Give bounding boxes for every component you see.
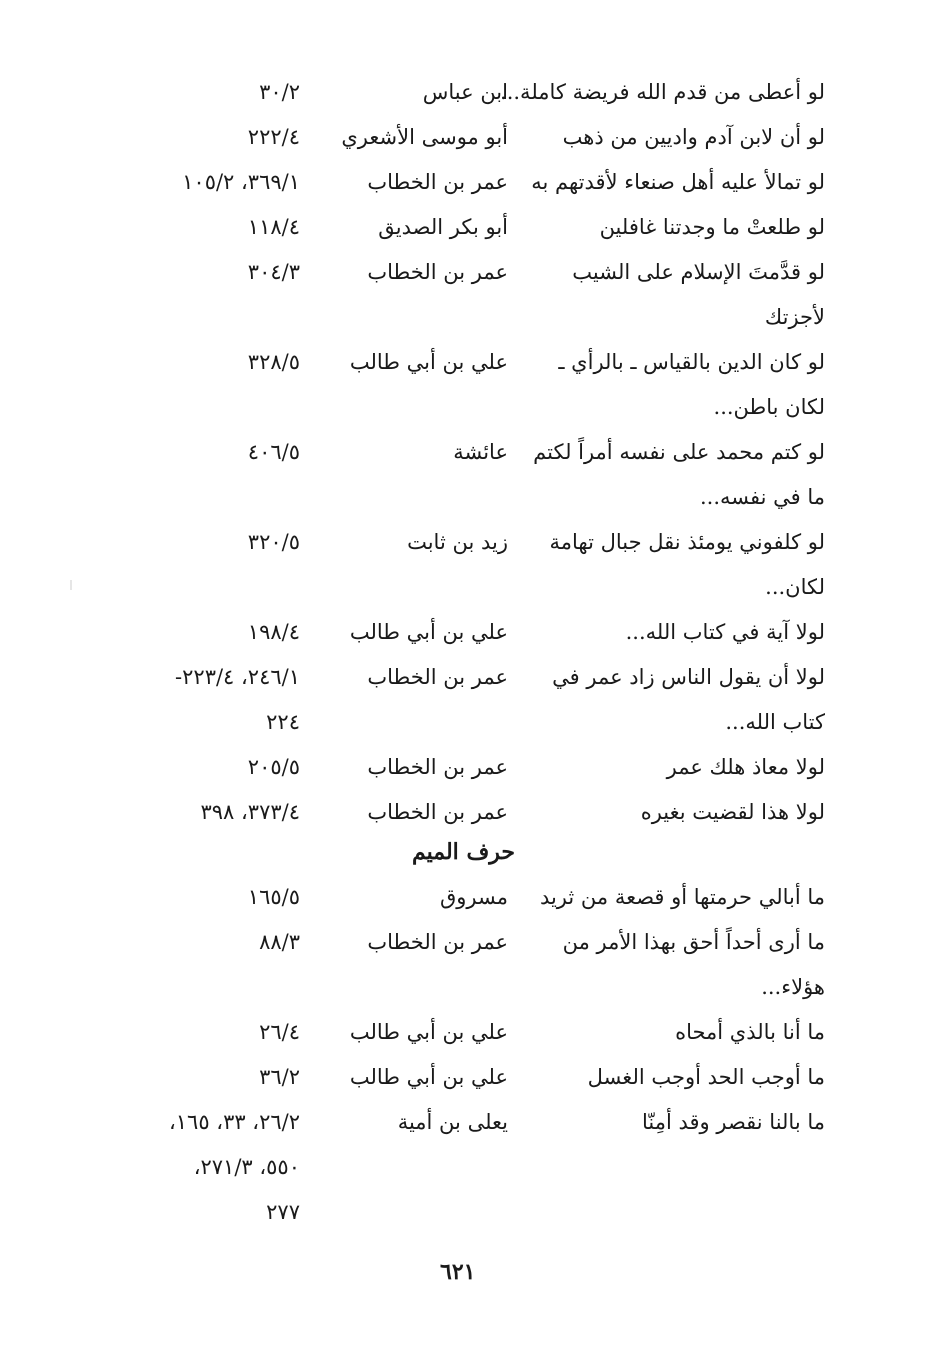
index-entry xyxy=(0,70,940,115)
entry-reference: ٢٤٦/١، ٢٢٣/٤- xyxy=(175,665,300,689)
entry-text: ما أبالي حرمتها أو قصعة من ثريد xyxy=(539,885,825,909)
entry-narrator: يعلى بن أمية xyxy=(397,1110,508,1134)
entry-text: لو أعطى من قدم الله فريضة كاملة... xyxy=(500,80,825,104)
entry-text: ما أرى أحداً أحق بهذا الأمر من xyxy=(562,930,825,954)
entry-continuation xyxy=(0,295,940,340)
entry-reference: ٣٢٨/٥ xyxy=(247,350,300,374)
entry-reference: ٢٦/٢، ٣٣، ١٦٥، xyxy=(168,1110,300,1134)
entry-reference: ٢٢٢/٤ xyxy=(247,125,300,149)
entry-narrator: عائشة xyxy=(453,440,508,464)
index-entry xyxy=(0,430,940,475)
entry-reference: ٣٧٣/٤، ٣٩٨ xyxy=(200,800,300,824)
entry-narrator: علي بن أبي طالب xyxy=(349,1020,508,1044)
scan-mark xyxy=(70,580,72,590)
entry-text: لو قدَّمتَ الإسلام على الشيب xyxy=(572,260,825,284)
entry-narrator: علي بن أبي طالب xyxy=(349,620,508,644)
entry-text: لولا آية في كتاب الله... xyxy=(625,620,825,644)
section-heading xyxy=(0,830,940,875)
entry-reference: ٣٢٠/٥ xyxy=(247,530,300,554)
entry-reference-continuation: ٢٧٧ xyxy=(266,1200,300,1224)
entry-text: ما أوجب الحد أوجب الغسل xyxy=(587,1065,825,1089)
entry-text: لو طلعتْ ما وجدتنا غافلين xyxy=(599,215,825,239)
index-entry xyxy=(0,745,940,790)
index-entry xyxy=(0,205,940,250)
entry-reference: ٢٠٥/٥ xyxy=(247,755,300,779)
index-entry xyxy=(0,1100,940,1145)
entry-reference: ٢٦/٤ xyxy=(259,1020,300,1044)
entry-text-continuation: ما في نفسه... xyxy=(699,485,825,509)
entry-narrator: علي بن أبي طالب xyxy=(349,1065,508,1089)
entry-reference: ٣٦/٢ xyxy=(259,1065,300,1089)
entry-reference: ١٩٨/٤ xyxy=(247,620,300,644)
entry-reference: ٣٠/٢ xyxy=(259,80,300,104)
entry-reference-continuation: ٢٢٤ xyxy=(266,710,300,734)
entry-text-continuation: لكان... xyxy=(765,575,825,599)
entry-text-continuation: لكان باطن... xyxy=(713,395,825,419)
entry-narrator: عمر بن الخطاب xyxy=(367,930,508,954)
entry-narrator: عمر بن الخطاب xyxy=(367,800,508,824)
entry-narrator: ابن عباس xyxy=(422,80,508,104)
entry-text-continuation: لأجزتك xyxy=(764,305,825,329)
index-entry xyxy=(0,790,940,835)
entry-text: لو تمالأ عليه أهل صنعاء لأقدتهم به xyxy=(531,170,825,194)
index-entry xyxy=(0,875,940,920)
entry-narrator: علي بن أبي طالب xyxy=(349,350,508,374)
index-entry xyxy=(0,1010,940,1055)
entry-text: لو أن لابن آدم واديين من ذهب xyxy=(562,125,825,149)
entry-continuation xyxy=(0,700,940,745)
page-number xyxy=(0,1250,940,1295)
entry-narrator: زيد بن ثابت xyxy=(407,530,508,554)
entry-text: لو كلفوني يومئذ نقل جبال تهامة xyxy=(549,530,825,554)
entry-continuation xyxy=(0,965,940,1010)
index-entry xyxy=(0,520,940,565)
entry-continuation xyxy=(0,385,940,430)
entry-reference-continuation: ٥٥٠، ٢٧١/٣، xyxy=(193,1155,300,1179)
entry-narrator: عمر بن الخطاب xyxy=(367,665,508,689)
entry-continuation xyxy=(0,1190,940,1235)
index-entry xyxy=(0,160,940,205)
entry-text: ما بالنا نقصر وقد أمِنّا xyxy=(641,1110,825,1134)
entry-text: لولا هذا لقضيت بغيره xyxy=(640,800,825,824)
entry-continuation xyxy=(0,1145,940,1190)
page-number-text: ٦٢١ xyxy=(440,1259,476,1285)
entry-text: لو كان الدين بالقياس ـ بالرأي ـ xyxy=(558,350,825,374)
entry-reference: ٣٦٩/١، ١٠٥/٢ xyxy=(182,170,300,194)
entry-reference: ١٦٥/٥ xyxy=(247,885,300,909)
entry-reference: ١١٨/٤ xyxy=(247,215,300,239)
index-entry xyxy=(0,340,940,385)
entry-continuation xyxy=(0,565,940,610)
entry-text: لو كتم محمد على نفسه أمراً لكتم xyxy=(533,440,825,464)
index-entry xyxy=(0,610,940,655)
entry-narrator: عمر بن الخطاب xyxy=(367,755,508,779)
entry-narrator: عمر بن الخطاب xyxy=(367,170,508,194)
entry-text: ما أنا بالذي أمحاه xyxy=(675,1020,825,1044)
entry-text-continuation: كتاب الله... xyxy=(725,710,825,734)
entry-narrator: أبو بكر الصديق xyxy=(378,215,508,239)
entry-narrator: عمر بن الخطاب xyxy=(367,260,508,284)
entry-narrator: أبو موسى الأشعري xyxy=(341,125,508,149)
section-heading-text: حرف الميم xyxy=(411,839,515,865)
index-entry xyxy=(0,250,940,295)
entry-text: لولا معاذ هلك عمر xyxy=(666,755,825,779)
entry-reference: ٨٨/٣ xyxy=(259,930,300,954)
index-entry xyxy=(0,920,940,965)
entry-continuation xyxy=(0,475,940,520)
entry-narrator: مسروق xyxy=(439,885,508,909)
entry-reference: ٣٠٤/٣ xyxy=(247,260,300,284)
index-entry xyxy=(0,655,940,700)
index-entry xyxy=(0,1055,940,1100)
entry-text: لولا أن يقول الناس زاد عمر في xyxy=(552,665,825,689)
entry-reference: ٤٠٦/٥ xyxy=(247,440,300,464)
entry-text-continuation: هؤلاء... xyxy=(761,975,825,999)
index-entry xyxy=(0,115,940,160)
